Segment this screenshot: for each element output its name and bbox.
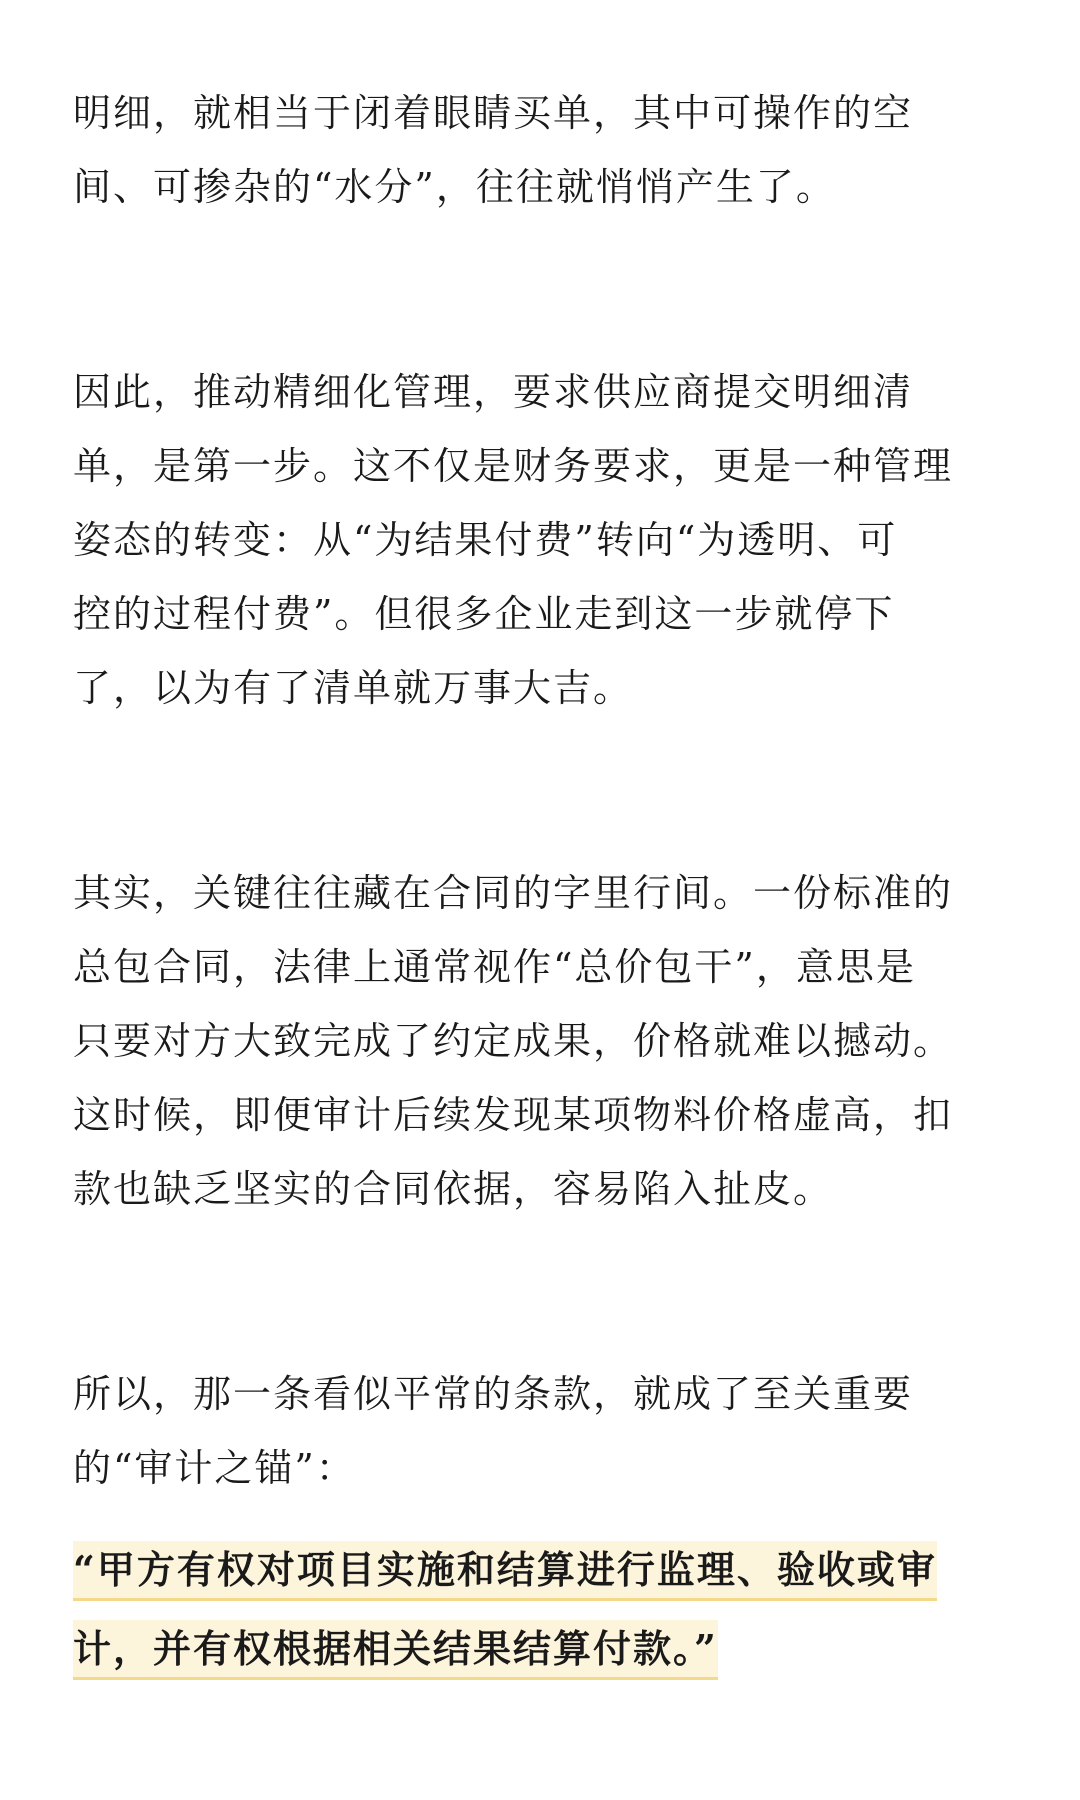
paragraph-2-line-4: 控的过程付费”。但很多企业走到这一步就停下	[73, 592, 895, 636]
quote-highlight-1: “甲方有权对项目实施和结算进行监理、验收或审	[73, 1541, 937, 1601]
paragraph-3-line-4: 这时候，即便审计后续发现某项物料价格虚高，扣	[73, 1093, 954, 1137]
paragraph-3-line-2: 总包合同，法律上通常视作“总价包干”，意思是	[73, 945, 916, 989]
quote-highlight-2: 计，并有权根据相关结果结算付款。”	[73, 1620, 718, 1680]
paragraph-4-line-1: 所以，那一条看似平常的条款，就成了至关重要	[73, 1372, 914, 1416]
paragraph-3-line-1: 其实，关键往往藏在合同的字里行间。一份标准的	[73, 871, 954, 915]
paragraph-2-line-2: 单，是第一步。这不仅是财务要求，更是一种管理	[73, 444, 954, 488]
paragraph-2-line-5: 了，以为有了清单就万事大吉。	[73, 666, 634, 710]
paragraph-2-line-3: 姿态的转变：从“为结果付费”转向“为透明、可	[73, 518, 898, 562]
paragraph-3-line-3: 只要对方大致完成了约定成果，价格就难以撼动。	[73, 1019, 954, 1063]
paragraph-1-line-2: 间、可掺杂的“水分”，往往就悄悄产生了。	[73, 165, 836, 209]
paragraph-2-line-1: 因此，推动精细化管理，要求供应商提交明细清	[73, 370, 914, 414]
paragraph-1-line-1: 明细，就相当于闭着眼睛买单，其中可操作的空	[73, 91, 914, 135]
highlighted-quote-line-1	[73, 1533, 937, 1607]
paragraph-3-line-5: 款也缺乏坚实的合同依据，容易陷入扯皮。	[73, 1167, 834, 1211]
paragraph-4-line-2: 的“审计之锚”：	[73, 1446, 356, 1490]
highlighted-quote-line-2	[73, 1612, 718, 1686]
